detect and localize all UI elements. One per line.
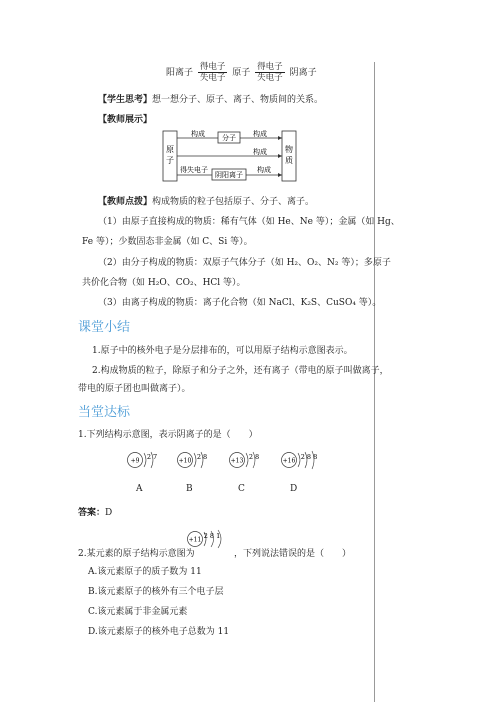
option-electrons: 2 7 bbox=[146, 453, 158, 461]
teacher-point bbox=[98, 194, 314, 207]
q2-option-a: A.该元素原子的质子数为 11 bbox=[88, 567, 202, 577]
option-nucleus: +9 bbox=[130, 457, 140, 465]
teacher-show-label: 【教师展示】 bbox=[98, 115, 153, 125]
lose-label: 失电子 bbox=[199, 73, 226, 83]
teacher-point-label: 【教师点拨】 bbox=[98, 197, 153, 207]
gain-label-2: 得电子 bbox=[257, 62, 283, 72]
atom-char-1: 原 bbox=[166, 145, 174, 154]
option-c-label: C bbox=[238, 484, 245, 494]
answer-line bbox=[78, 505, 112, 518]
particle-relationship-diagram bbox=[160, 128, 310, 184]
atom-char-2: 子 bbox=[166, 156, 174, 165]
answer-value: D bbox=[105, 508, 113, 518]
summary-p1: 1.原子中的核外电子是分层排布的，可以用原子结构示意图表示。 bbox=[92, 346, 353, 356]
option-nucleus: +16 bbox=[282, 457, 296, 465]
answer-label: 答案： bbox=[78, 508, 106, 518]
gain-label: 得电子 bbox=[199, 62, 226, 72]
option-electrons: 2 8 bbox=[248, 453, 260, 461]
item-1b: Fe 等）；少数固态非金属（如 C、Si 等）。 bbox=[82, 237, 253, 247]
practice-title: 当堂达标 bbox=[78, 405, 131, 420]
option-c-diagram bbox=[228, 449, 288, 471]
item-3: （3）由离子构成的物质：离子化合物（如 NaCl、K₂S、CuSO₄ 等）。 bbox=[98, 298, 382, 308]
molecule-label: 分子 bbox=[222, 134, 236, 142]
option-a-label: A bbox=[136, 484, 143, 494]
summary-title: 课堂小结 bbox=[78, 320, 131, 335]
cation-atom-fraction bbox=[198, 62, 228, 83]
item-2a: （2）由分子构成的物质：双原子气体分子（如 H₂、O₂、N₂ 等）；多原子 bbox=[98, 258, 391, 268]
student-think-label: 【学生思考】 bbox=[98, 95, 153, 105]
cation-label: 阳离子 bbox=[166, 68, 194, 78]
question-1: 1.下列结构示意图，表示阴离子的是（ ） bbox=[78, 430, 258, 440]
substance-char-2: 质 bbox=[285, 156, 293, 165]
atom-label: 原子 bbox=[232, 68, 251, 78]
q2-option-b: B.该元素原子的核外有三个电子层 bbox=[88, 587, 224, 597]
ions-label: 阴阳离子 bbox=[215, 171, 243, 179]
student-think-text: 想一想分子、原子、离子、物质间的关系。 bbox=[152, 95, 324, 105]
question-2-post: ，下列说法错误的是（ ） bbox=[234, 549, 352, 559]
q2-option-d: D.该元素原子的核外电子总数为 11 bbox=[88, 627, 230, 637]
option-b-label: B bbox=[186, 484, 193, 494]
compose-label-1: 构成 bbox=[191, 130, 205, 138]
option-electrons: 2 8 bbox=[196, 453, 208, 461]
option-d-diagram bbox=[280, 449, 340, 471]
substance-char-1: 物 bbox=[285, 145, 293, 154]
question-2-pre: 2.某元素的原子结构示意图为 bbox=[78, 549, 195, 559]
item-2b: 共价化合物（如 H₂O、CO₂、HCl 等）。 bbox=[82, 278, 246, 288]
option-electrons: 2 8 8 bbox=[300, 453, 318, 461]
item-1a: （1）由原子直接构成的物质：稀有气体（如 He、Ne 等）；金属（如 Hg、 bbox=[98, 217, 400, 227]
ion-equation bbox=[166, 62, 317, 83]
summary-p2b: 带电的原子团也叫做离子）。 bbox=[78, 384, 191, 394]
option-d-label: D bbox=[290, 484, 298, 494]
compose-label-2: 构成 bbox=[253, 130, 267, 138]
q2-nucleus: +11 bbox=[188, 536, 202, 544]
option-nucleus: +13 bbox=[230, 457, 244, 465]
margin-line bbox=[374, 62, 375, 702]
atom-anion-fraction bbox=[255, 62, 285, 83]
compose-label-4: 构成 bbox=[257, 166, 271, 174]
q2-electrons: 2 8 1 bbox=[203, 532, 221, 540]
anion-label: 阴离子 bbox=[289, 68, 317, 78]
gain-lose-label: 得失电子 bbox=[180, 166, 208, 174]
summary-p2a: 2.构成物质的粒子，除原子和分子之外，还有离子（带电的原子叫做离子， bbox=[92, 366, 389, 376]
option-nucleus: +10 bbox=[178, 457, 192, 465]
teacher-point-text: 构成物质的粒子包括原子、分子、离子。 bbox=[152, 197, 315, 207]
lose-label-2: 失电子 bbox=[257, 73, 283, 83]
option-b-diagram bbox=[176, 449, 236, 471]
compose-label-3: 构成 bbox=[253, 148, 267, 156]
student-think bbox=[98, 92, 323, 105]
q2-option-c: C.该元素属于非金属元素 bbox=[88, 607, 188, 617]
